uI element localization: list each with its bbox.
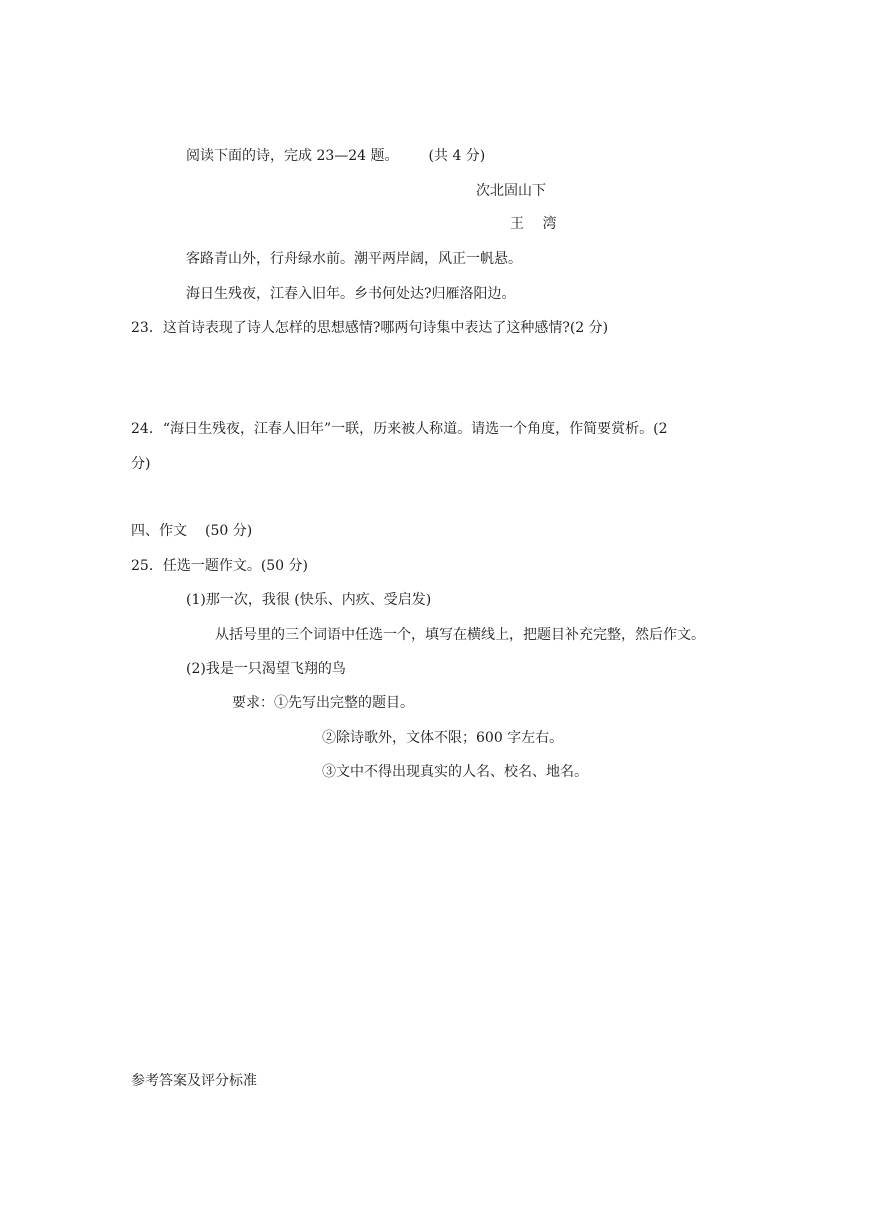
answer-heading: 参考答案及评分标准 bbox=[131, 1073, 257, 1089]
question-25: 25．任选一题作文。(50 分) bbox=[131, 558, 309, 574]
reading-instruction bbox=[186, 147, 485, 165]
poem-title: 次北固山下 bbox=[476, 183, 546, 199]
essay-option-1-note: 从括号里的三个词语中任选一个，填写在横线上，把题目补充完整，然后作文。 bbox=[215, 627, 705, 643]
reading-points: (共 4 分) bbox=[428, 148, 486, 164]
poem-author: 王 湾 bbox=[510, 216, 557, 232]
section-4-title: 四、作文 bbox=[131, 523, 187, 539]
reading-instruction-text: 阅读下面的诗，完成 23—24 题。 bbox=[186, 148, 399, 164]
question-24-line-1: 24．“海日生残夜，江春人旧年”一联，历来被人称道。请选一个角度，作简要赏析。(2 bbox=[131, 421, 668, 437]
section-4-points: (50 分) bbox=[205, 523, 253, 539]
essay-option-2: (2)我是一只渴望飞翔的鸟 bbox=[186, 661, 346, 677]
requirement-1: 要求：①先写出完整的题目。 bbox=[232, 695, 414, 711]
poem-line-1: 客路青山外，行舟绿水前。潮平两岸阔，风正一帆悬。 bbox=[186, 251, 522, 267]
essay-option-1: (1)那一次，我很 (快乐、内疚、受启发) bbox=[186, 592, 432, 608]
section-4-heading bbox=[131, 522, 252, 540]
question-24-line-2: 分) bbox=[131, 456, 151, 472]
question-23: 23．这首诗表现了诗人怎样的思想感情?哪两句诗集中表达了这种感情?(2 分) bbox=[131, 320, 609, 336]
poem-line-2: 海日生残夜，江春入旧年。乡书何处达?归雁洛阳边。 bbox=[186, 286, 516, 302]
requirement-3: ③文中不得出现真实的人名、校名、地名。 bbox=[322, 764, 588, 780]
requirement-2: ②除诗歌外，文体不限；600 字左右。 bbox=[322, 730, 564, 746]
